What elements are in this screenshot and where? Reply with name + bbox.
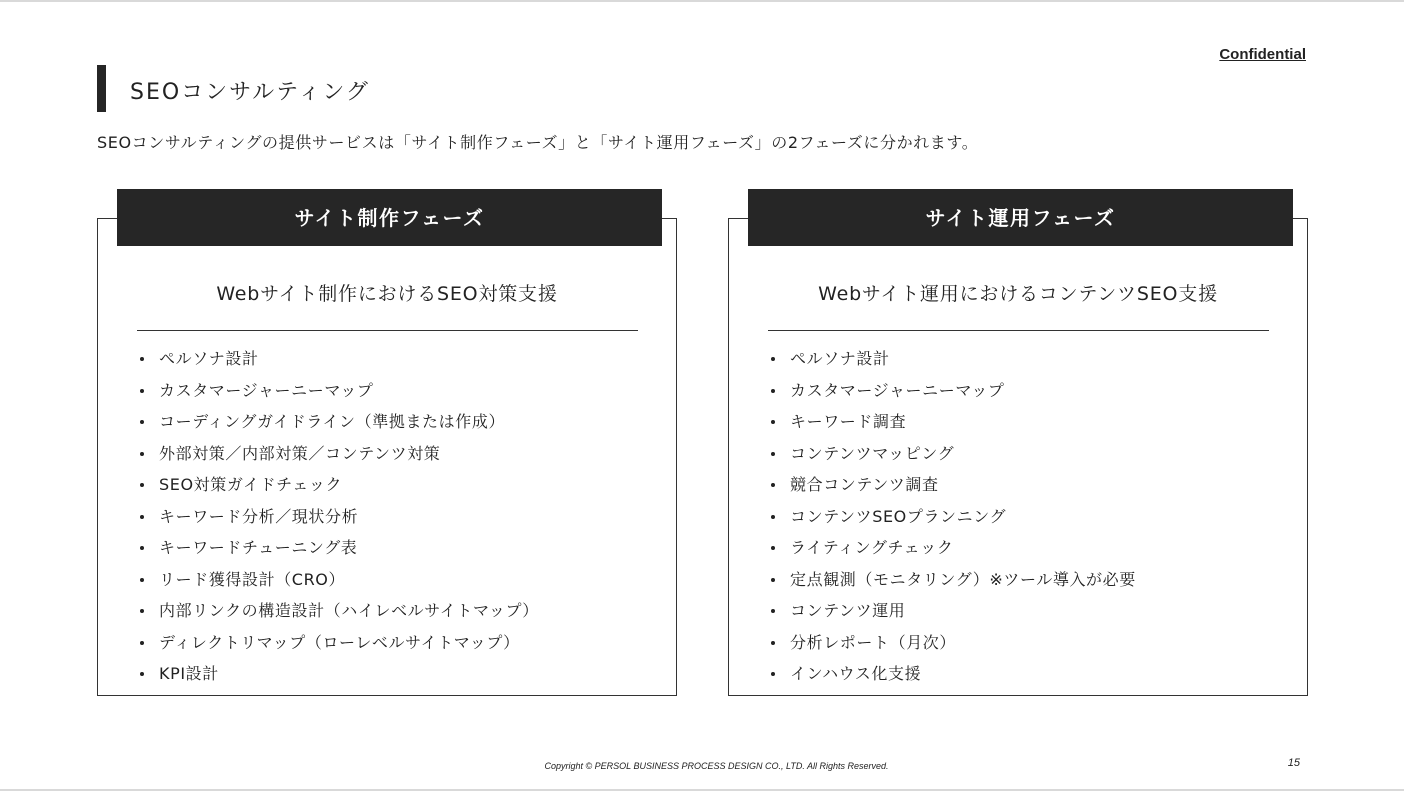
phase-item-list [137,343,539,690]
list-item: インハウス化支援 [768,658,1136,690]
phase-item-list [768,343,1136,690]
list-item: コンテンツ運用 [768,595,1136,627]
phase-subtitle: Webサイト制作におけるSEO対策支援 [216,283,558,305]
footer-copyright: Copyright © PERSOL BUSINESS PROCESS DESIGN CO., LTD. All Rights Reserved. [544,761,889,771]
list-item: ディレクトリマップ（ローレベルサイトマップ） [137,627,539,659]
list-item: 競合コンテンツ調査 [768,469,1136,501]
page-title: SEOコンサルティング [130,80,370,105]
list-item: 外部対策／内部対策／コンテンツ対策 [137,438,539,470]
list-item: コンテンツSEOプランニング [768,501,1136,533]
phase-panel-production [97,218,677,696]
phase-subtitle: Webサイト運用におけるコンテンツSEO支援 [818,283,1218,305]
list-item: リード獲得設計（CRO） [137,564,539,596]
list-item: SEO対策ガイドチェック [137,469,539,501]
slide-bottom-border [0,789,1404,791]
list-item: カスタマージャーニーマップ [137,375,539,407]
list-item: ライティングチェック [768,532,1136,564]
list-item: ペルソナ設計 [137,343,539,375]
slide-top-border [0,0,1404,2]
phase-divider [768,330,1269,331]
title-accent-bar [97,65,106,112]
confidential-label: Confidential [1219,46,1306,63]
list-item: 内部リンクの構造設計（ハイレベルサイトマップ） [137,595,539,627]
phase-header-production: サイト制作フェーズ [117,189,662,246]
phase-header-operation: サイト運用フェーズ [748,189,1293,246]
intro-text: SEOコンサルティングの提供サービスは「サイト制作フェーズ」と「サイト運用フェーズ」の2フェーズに分かれます。 [97,133,979,152]
list-item: キーワードチューニング表 [137,532,539,564]
page-number: 15 [1287,757,1300,769]
list-item: コンテンツマッピング [768,438,1136,470]
list-item: カスタマージャーニーマップ [768,375,1136,407]
phase-divider [137,330,638,331]
list-item: キーワード調査 [768,406,1136,438]
list-item: KPI設計 [137,658,539,690]
list-item: ペルソナ設計 [768,343,1136,375]
phase-panel-operation [728,218,1308,696]
list-item: 定点観測（モニタリング）※ツール導入が必要 [768,564,1136,596]
list-item: 分析レポート（月次） [768,627,1136,659]
list-item: コーディングガイドライン（準拠または作成） [137,406,539,438]
list-item: キーワード分析／現状分析 [137,501,539,533]
